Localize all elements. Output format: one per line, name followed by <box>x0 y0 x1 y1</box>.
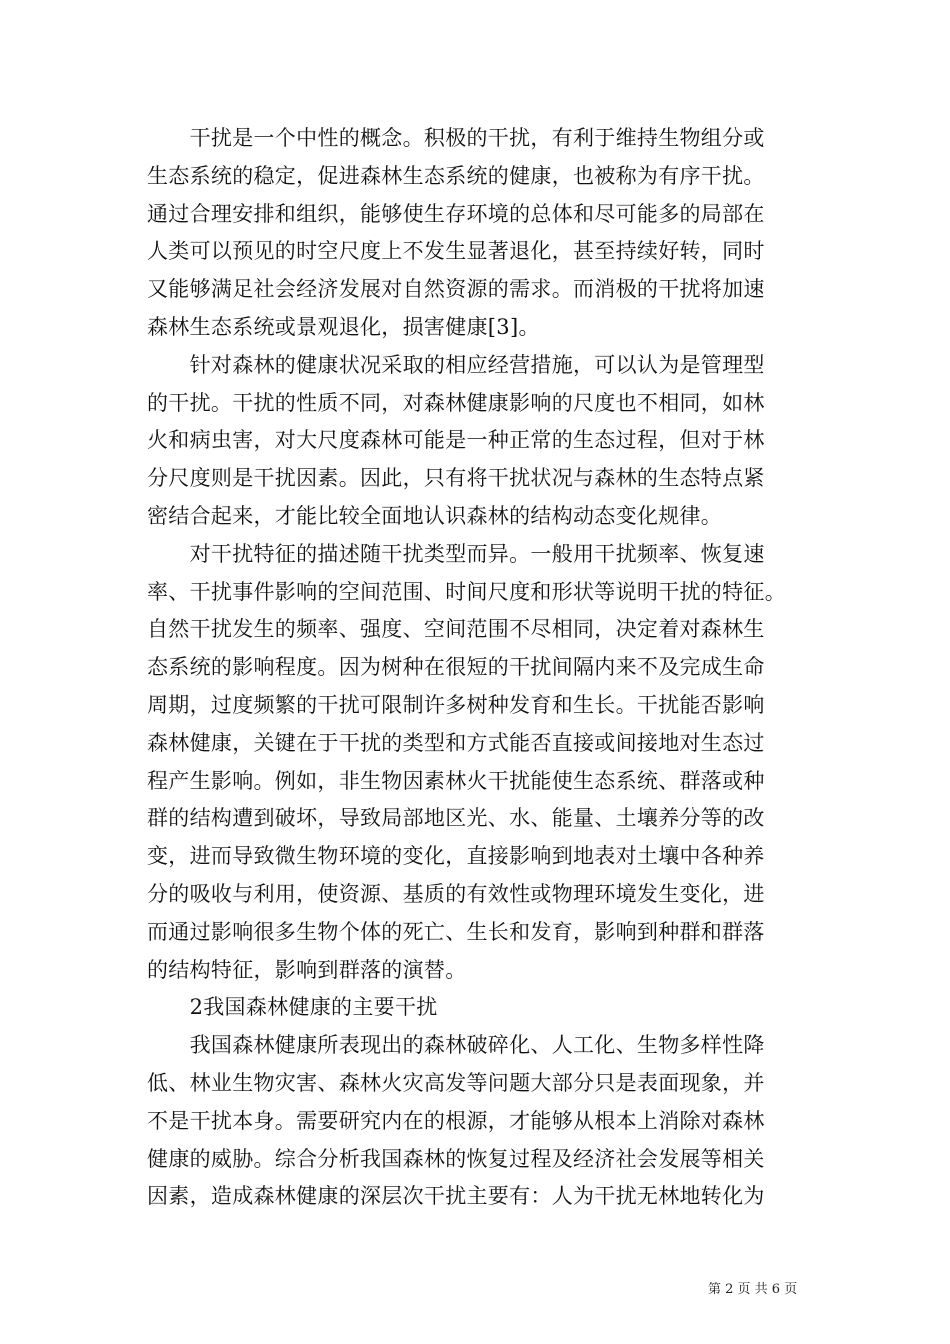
text-line: 程产生影响。例如，非生物因素林火干扰能使生态系统、群落或种 <box>147 768 765 793</box>
text-line: 的结构特征，影响到群落的演替。 <box>147 957 467 982</box>
text-line: 低、林业生物灾害、森林火灾高发等问题大部分只是表面现象，并 <box>147 1070 765 1095</box>
text-line: 森林生态系统或景观退化，损害健康[3]。 <box>147 314 540 339</box>
text-line: 分的吸收与利用，使资源、基质的有效性或物理环境发生变化，进 <box>147 881 765 906</box>
text-line: 不是干扰本身。需要研究内在的根源，才能够从根本上消除对森林 <box>147 1108 765 1133</box>
text-line: 周期，过度频繁的干扰可限制许多树种发育和生长。干扰能否影响 <box>147 692 765 717</box>
text-line: 又能够满足社会经济发展对自然资源的需求。而消极的干扰将加速 <box>147 277 765 302</box>
text-line: 自然干扰发生的频率、强度、空间范围不尽相同，决定着对森林生 <box>147 617 765 642</box>
text-line: 的干扰。干扰的性质不同，对森林健康影响的尺度也不相同，如林 <box>147 390 765 415</box>
text-line: 态系统的影响程度。因为树种在很短的干扰间隔内来不及完成生命 <box>147 655 765 680</box>
text-line: 生态系统的稳定，促进森林生态系统的健康，也被称为有序干扰。 <box>147 163 765 188</box>
text-line: 变，进而导致微生物环境的变化，直接影响到地表对土壤中各种养 <box>147 844 765 869</box>
page-number-footer: 第 2 页 共 6 页 <box>708 1282 798 1297</box>
text-line: 火和病虫害，对大尺度森林可能是一种正常的生态过程，但对于林 <box>147 428 765 453</box>
text-line: 针对森林的健康状况采取的相应经营措施，可以认为是管理型 <box>147 352 765 377</box>
text-line: 因素，造成森林健康的深层次干扰主要有：人为干扰无林地转化为 <box>147 1184 765 1209</box>
text-line: 干扰是一个中性的概念。积极的干扰，有利于维持生物组分或 <box>147 126 765 150</box>
section-heading: 2我国森林健康的主要干扰 <box>147 995 438 1020</box>
text-line: 森林健康，关键在于干扰的类型和方式能否直接或间接地对生态过 <box>147 730 765 755</box>
text-line: 密结合起来，才能比较全面地认识森林的结构动态变化规律。 <box>147 503 723 528</box>
text-line: 而通过影响很多生物个体的死亡、生长和发育，影响到种群和群落 <box>147 919 765 944</box>
text-line: 健康的威胁。综合分析我国森林的恢复过程及经济社会发展等相关 <box>147 1146 765 1171</box>
text-line: 群的结构遭到破坏，导致局部地区光、水、能量、土壤养分等的改 <box>147 806 765 831</box>
text-line: 分尺度则是干扰因素。因此，只有将干扰状况与森林的生态特点紧 <box>147 466 765 491</box>
text-line: 通过合理安排和组织，能够使生存环境的总体和尽可能多的局部在 <box>147 201 765 226</box>
text-line: 率、干扰事件影响的空间范围、时间尺度和形状等说明干扰的特征。 <box>147 579 786 604</box>
text-line: 对干扰特征的描述随干扰类型而异。一般用干扰频率、恢复速 <box>147 541 765 566</box>
body-text <box>147 120 807 1216</box>
text-line: 人类可以预见的时空尺度上不发生显著退化，甚至持续好转，同时 <box>147 239 765 264</box>
text-line: 我国森林健康所表现出的森林破碎化、人工化、生物多样性降 <box>147 1033 765 1058</box>
